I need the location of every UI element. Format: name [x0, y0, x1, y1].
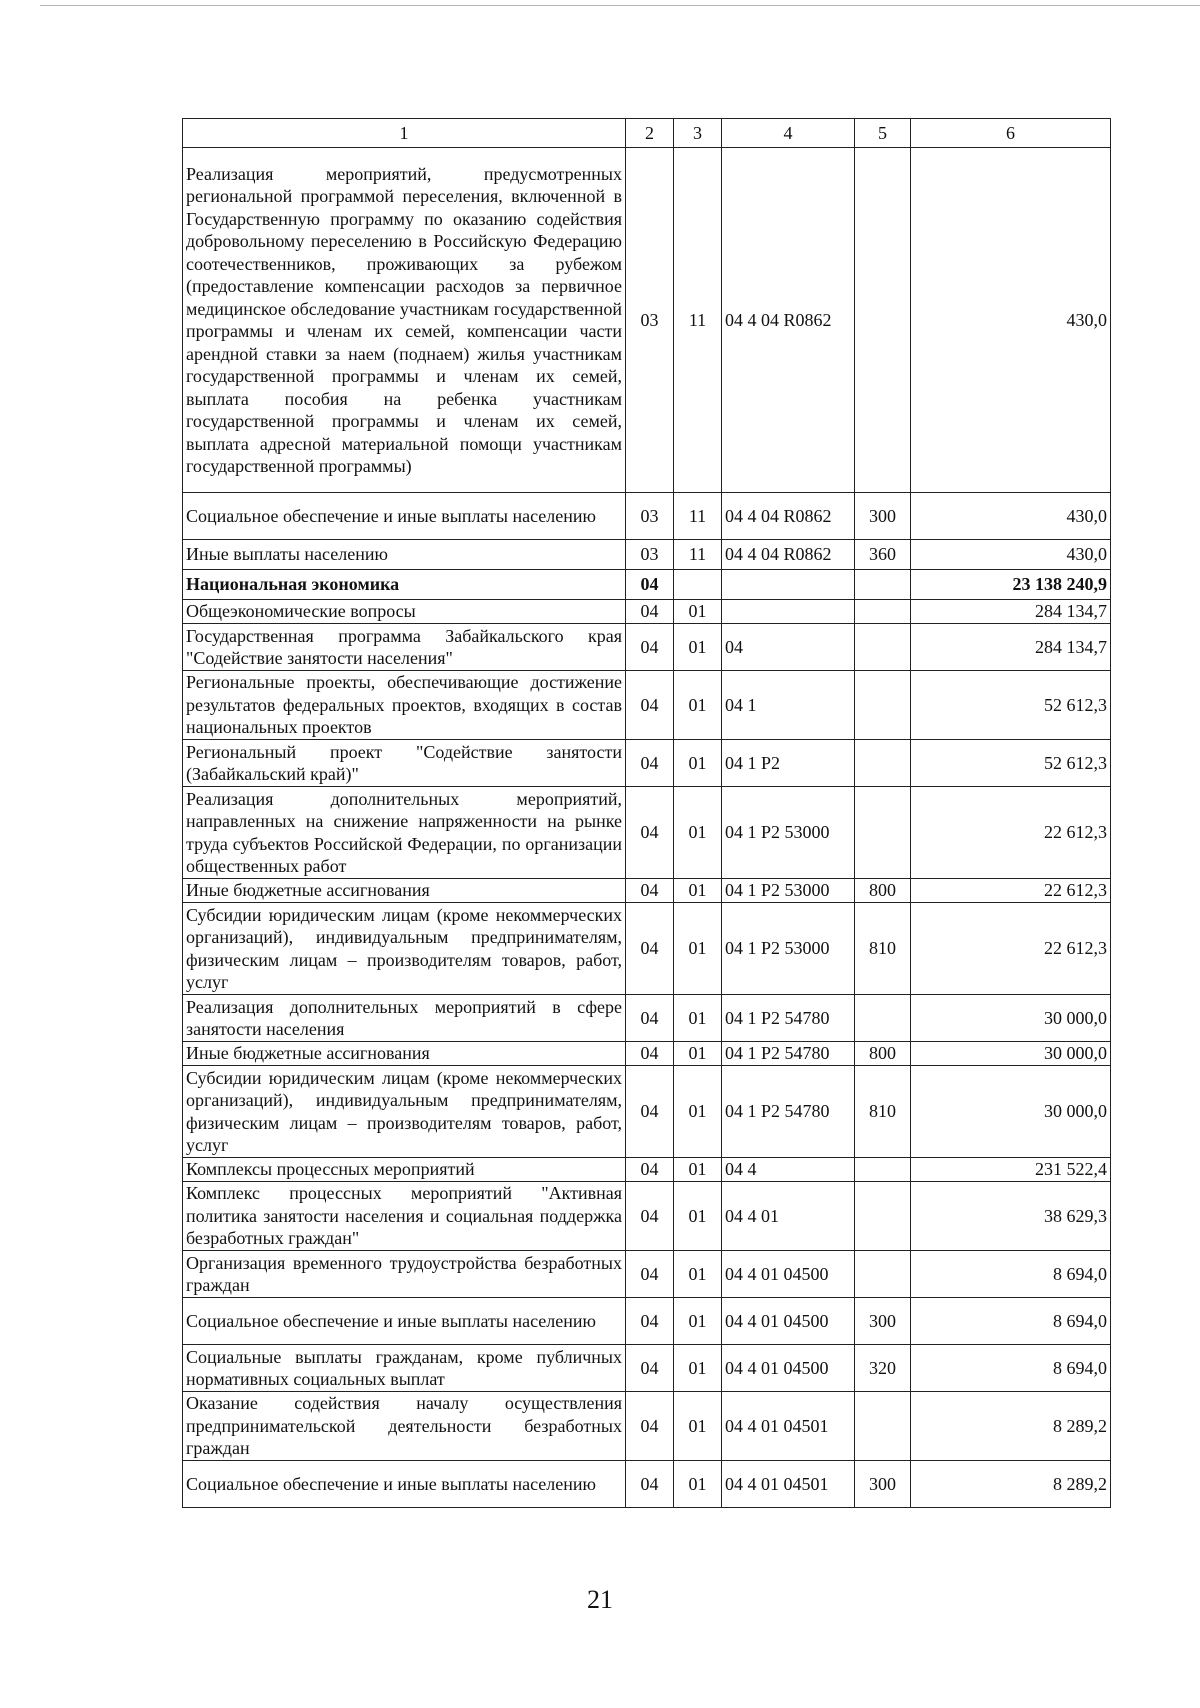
row-target-code: 04 4: [722, 1158, 855, 1182]
row-name: Организация временного трудоустройства безработных граждан: [183, 1251, 626, 1298]
table-row: [183, 493, 1111, 540]
row-name: Комплекс процессных мероприятий "Активная политика занятости населения и социальная поддержка безработных граждан": [183, 1182, 626, 1251]
row-amount: 8 289,2: [911, 1461, 1111, 1508]
row-amount: 22 612,3: [911, 787, 1111, 879]
row-section: 04: [626, 1158, 674, 1182]
row-section: 04: [626, 787, 674, 879]
row-expense-type: [855, 1392, 911, 1461]
row-name: Реализация мероприятий, предусмотренных региональной программой переселения, включенной в Государственную программу по оказанию содействия добровольному переселению в Российскую Федерацию соотечественников, проживающих за рубежом (предоставление компенсации расходов за первичное медицинское обследование участникам государственной программы и членам их семей, компенсации части арендной ставки за наем (поднаем) жилья участникам государственной программы и членам их семей, выплата пособия на ребенка участникам государственной программы и членам их семей, выплата адресной материальной помощи участникам государственной программы): [183, 148, 626, 493]
row-target-code: 04 1: [722, 671, 855, 740]
row-name: Реализация дополнительных мероприятий в сфере занятости населения: [183, 995, 626, 1042]
row-amount: 430,0: [911, 540, 1111, 570]
row-target-code: 04 1 P2: [722, 740, 855, 787]
row-expense-type: [855, 787, 911, 879]
row-target-code: 04 1 P2 53000: [722, 879, 855, 903]
table-row: [183, 600, 1111, 624]
row-subsection: 01: [674, 1158, 722, 1182]
row-amount: 22 612,3: [911, 879, 1111, 903]
column-header-2: 2: [626, 119, 674, 148]
row-amount: 8 694,0: [911, 1298, 1111, 1345]
row-expense-type: [855, 1158, 911, 1182]
row-name: Реализация дополнительных мероприятий, направленных на снижение напряженности на рынке труда субъектов Российской Федерации, по организации общественных работ: [183, 787, 626, 879]
row-expense-type: [855, 148, 911, 493]
page-number: 21: [587, 1585, 613, 1614]
row-subsection: 01: [674, 995, 722, 1042]
table-row: [183, 148, 1111, 493]
row-expense-type: [855, 624, 911, 671]
row-amount: 284 134,7: [911, 600, 1111, 624]
row-expense-type: 300: [855, 1298, 911, 1345]
column-header-6: 6: [911, 119, 1111, 148]
row-target-code: 04 1 P2 53000: [722, 903, 855, 995]
row-subsection: 01: [674, 624, 722, 671]
row-expense-type: [855, 1182, 911, 1251]
table-row: [183, 570, 1111, 600]
column-header-4: 4: [722, 119, 855, 148]
row-section: 04: [626, 624, 674, 671]
row-subsection: 01: [674, 1042, 722, 1066]
row-subsection: 01: [674, 1251, 722, 1298]
row-subsection: 01: [674, 1345, 722, 1392]
table-row: [183, 1158, 1111, 1182]
row-target-code: 04 4 01: [722, 1182, 855, 1251]
row-amount: 52 612,3: [911, 740, 1111, 787]
row-name: Социальное обеспечение и иные выплаты населению: [183, 493, 626, 540]
row-target-code: 04 4 01 04500: [722, 1251, 855, 1298]
table-row: [183, 903, 1111, 995]
row-name: Социальное обеспечение и иные выплаты населению: [183, 1298, 626, 1345]
row-target-code: 04 4 01 04500: [722, 1298, 855, 1345]
row-name: Комплексы процессных мероприятий: [183, 1158, 626, 1182]
row-subsection: 11: [674, 148, 722, 493]
table-row: [183, 787, 1111, 879]
row-target-code: 04 4 04 R0862: [722, 493, 855, 540]
row-subsection: 11: [674, 540, 722, 570]
row-name: Иные бюджетные ассигнования: [183, 1042, 626, 1066]
row-expense-type: [855, 1251, 911, 1298]
row-name: Национальная экономика: [183, 570, 626, 600]
table-row: [183, 671, 1111, 740]
row-amount: 231 522,4: [911, 1158, 1111, 1182]
row-subsection: 01: [674, 879, 722, 903]
row-name: Социальное обеспечение и иные выплаты населению: [183, 1461, 626, 1508]
row-section: 04: [626, 1066, 674, 1158]
row-target-code: 04 4 04 R0862: [722, 148, 855, 493]
row-target-code: 04 4 01 04500: [722, 1345, 855, 1392]
row-subsection: [674, 570, 722, 600]
row-amount: 23 138 240,9: [911, 570, 1111, 600]
row-target-code: 04 1 P2 54780: [722, 995, 855, 1042]
row-section: 04: [626, 740, 674, 787]
row-section: 04: [626, 903, 674, 995]
row-section: 04: [626, 671, 674, 740]
row-subsection: 01: [674, 740, 722, 787]
table-row: [183, 1298, 1111, 1345]
table-row: [183, 1042, 1111, 1066]
column-header-5: 5: [855, 119, 911, 148]
table-row: [183, 879, 1111, 903]
row-expense-type: 800: [855, 879, 911, 903]
row-expense-type: [855, 995, 911, 1042]
row-target-code: 04 1 P2 54780: [722, 1066, 855, 1158]
scan-top-border-line: [40, 5, 1200, 6]
row-target-code: 04 4 01 04501: [722, 1392, 855, 1461]
row-amount: 430,0: [911, 493, 1111, 540]
row-amount: 8 694,0: [911, 1345, 1111, 1392]
column-number-row: [183, 119, 1111, 148]
row-target-code: 04: [722, 624, 855, 671]
table-row: [183, 1461, 1111, 1508]
row-section: 04: [626, 995, 674, 1042]
row-section: 04: [626, 1042, 674, 1066]
row-name: Региональные проекты, обеспечивающие достижение результатов федеральных проектов, входящих в состав национальных проектов: [183, 671, 626, 740]
row-section: 04: [626, 1392, 674, 1461]
budget-table-container: [182, 118, 1110, 1508]
row-subsection: 01: [674, 600, 722, 624]
row-section: 03: [626, 148, 674, 493]
row-amount: 284 134,7: [911, 624, 1111, 671]
row-expense-type: 810: [855, 1066, 911, 1158]
row-amount: 38 629,3: [911, 1182, 1111, 1251]
table-row: [183, 624, 1111, 671]
row-amount: 30 000,0: [911, 995, 1111, 1042]
row-subsection: 01: [674, 1461, 722, 1508]
row-expense-type: [855, 570, 911, 600]
row-section: 04: [626, 1182, 674, 1251]
row-name: Иные бюджетные ассигнования: [183, 879, 626, 903]
row-subsection: 01: [674, 1298, 722, 1345]
row-expense-type: 810: [855, 903, 911, 995]
column-header-3: 3: [674, 119, 722, 148]
row-target-code: 04 4 01 04501: [722, 1461, 855, 1508]
row-section: 04: [626, 1461, 674, 1508]
row-target-code: [722, 570, 855, 600]
row-expense-type: 800: [855, 1042, 911, 1066]
row-name: Субсидии юридическим лицам (кроме некоммерческих организаций), индивидуальным предпринимателям, физическим лицам – производителям товаров, работ, услуг: [183, 1066, 626, 1158]
row-target-code: 04 4 04 R0862: [722, 540, 855, 570]
row-name: Региональный проект "Содействие занятости (Забайкальский край)": [183, 740, 626, 787]
budget-table: [182, 118, 1111, 1508]
row-expense-type: 360: [855, 540, 911, 570]
row-amount: 8 694,0: [911, 1251, 1111, 1298]
table-row: [183, 740, 1111, 787]
row-amount: 8 289,2: [911, 1392, 1111, 1461]
table-row: [183, 1066, 1111, 1158]
row-expense-type: 300: [855, 493, 911, 540]
row-name: Государственная программа Забайкальского края "Содействие занятости населения": [183, 624, 626, 671]
row-expense-type: [855, 740, 911, 787]
row-subsection: 01: [674, 903, 722, 995]
row-subsection: 01: [674, 1182, 722, 1251]
row-amount: 30 000,0: [911, 1042, 1111, 1066]
table-row: [183, 1182, 1111, 1251]
row-amount: 430,0: [911, 148, 1111, 493]
row-expense-type: 320: [855, 1345, 911, 1392]
table-row: [183, 995, 1111, 1042]
row-name: Социальные выплаты гражданам, кроме публичных нормативных социальных выплат: [183, 1345, 626, 1392]
row-section: 04: [626, 570, 674, 600]
row-subsection: 01: [674, 787, 722, 879]
row-name: Иные выплаты населению: [183, 540, 626, 570]
row-name: Субсидии юридическим лицам (кроме некоммерческих организаций), индивидуальным предпринимателям, физическим лицам – производителям товаров, работ, услуг: [183, 903, 626, 995]
table-row: [183, 540, 1111, 570]
row-section: 04: [626, 600, 674, 624]
row-section: 04: [626, 1345, 674, 1392]
row-name: Общеэкономические вопросы: [183, 600, 626, 624]
row-expense-type: [855, 600, 911, 624]
row-subsection: 01: [674, 1392, 722, 1461]
row-amount: 52 612,3: [911, 671, 1111, 740]
column-header-1: 1: [183, 119, 626, 148]
row-target-code: 04 1 P2 53000: [722, 787, 855, 879]
row-section: 03: [626, 540, 674, 570]
row-section: 04: [626, 1251, 674, 1298]
row-subsection: 01: [674, 1066, 722, 1158]
row-amount: 22 612,3: [911, 903, 1111, 995]
row-section: 03: [626, 493, 674, 540]
row-target-code: [722, 600, 855, 624]
table-row: [183, 1392, 1111, 1461]
table-row: [183, 1345, 1111, 1392]
row-expense-type: [855, 671, 911, 740]
row-section: 04: [626, 1298, 674, 1345]
table-row: [183, 1251, 1111, 1298]
row-name: Оказание содействия началу осуществления предпринимательской деятельности безработных граждан: [183, 1392, 626, 1461]
row-section: 04: [626, 879, 674, 903]
row-subsection: 11: [674, 493, 722, 540]
row-expense-type: 300: [855, 1461, 911, 1508]
row-amount: 30 000,0: [911, 1066, 1111, 1158]
row-subsection: 01: [674, 671, 722, 740]
row-target-code: 04 1 P2 54780: [722, 1042, 855, 1066]
